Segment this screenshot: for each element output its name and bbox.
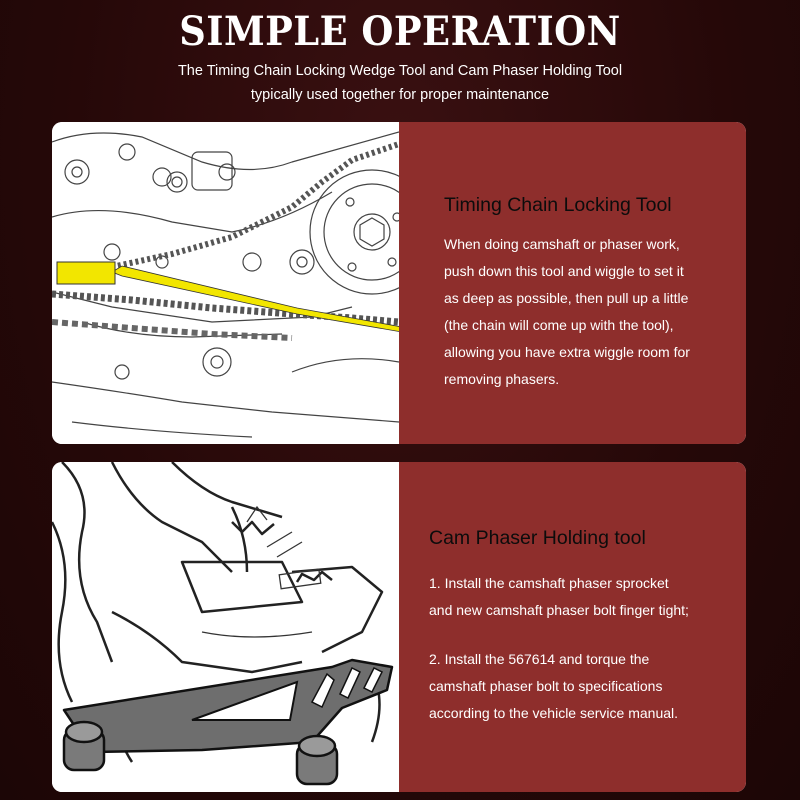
cam-phaser-panel: [52, 462, 746, 792]
description-line: removing phasers.: [444, 371, 560, 387]
timing-chain-heading: Timing Chain Locking Tool: [444, 194, 672, 216]
step-line: camshaft phaser bolt to specifications: [429, 678, 663, 694]
timing-chain-panel: [52, 122, 746, 444]
description-line: as deep as possible, then pull up a little: [444, 290, 689, 306]
engine-diagram: [52, 122, 399, 444]
step-line: 2. Install the 567614 and torque the: [429, 651, 650, 667]
page-title: SIMPLE OPERATION: [179, 8, 621, 55]
description-line: allowing you have extra wiggle room for: [444, 344, 690, 360]
cam-phaser-diagram: [52, 462, 399, 792]
subtitle-line-1: The Timing Chain Locking Wedge Tool and Cam Phaser Holding Tool: [177, 63, 623, 79]
step-line: and new camshaft phaser bolt finger tight;: [429, 602, 689, 618]
step-1: [429, 570, 689, 624]
step-line: 1. Install the camshaft phaser sprocket: [429, 575, 669, 591]
cam-phaser-illustration: [52, 462, 399, 792]
description-line: (the chain will come up with the tool),: [444, 317, 674, 333]
cam-phaser-text-card: [399, 462, 746, 792]
cam-phaser-heading: Cam Phaser Holding tool: [429, 527, 646, 549]
description-line: push down this tool and wiggle to set it: [444, 263, 684, 279]
step-line: according to the vehicle service manual.: [429, 705, 679, 721]
step-2: [429, 646, 678, 727]
description-line: When doing camshaft or phaser work,: [444, 236, 680, 252]
timing-chain-illustration: [52, 122, 399, 444]
timing-chain-text-card: [399, 122, 746, 444]
timing-chain-description: [444, 231, 690, 393]
subtitle-line-2: typically used together for proper maintenance: [250, 87, 550, 103]
header: [0, 0, 800, 118]
